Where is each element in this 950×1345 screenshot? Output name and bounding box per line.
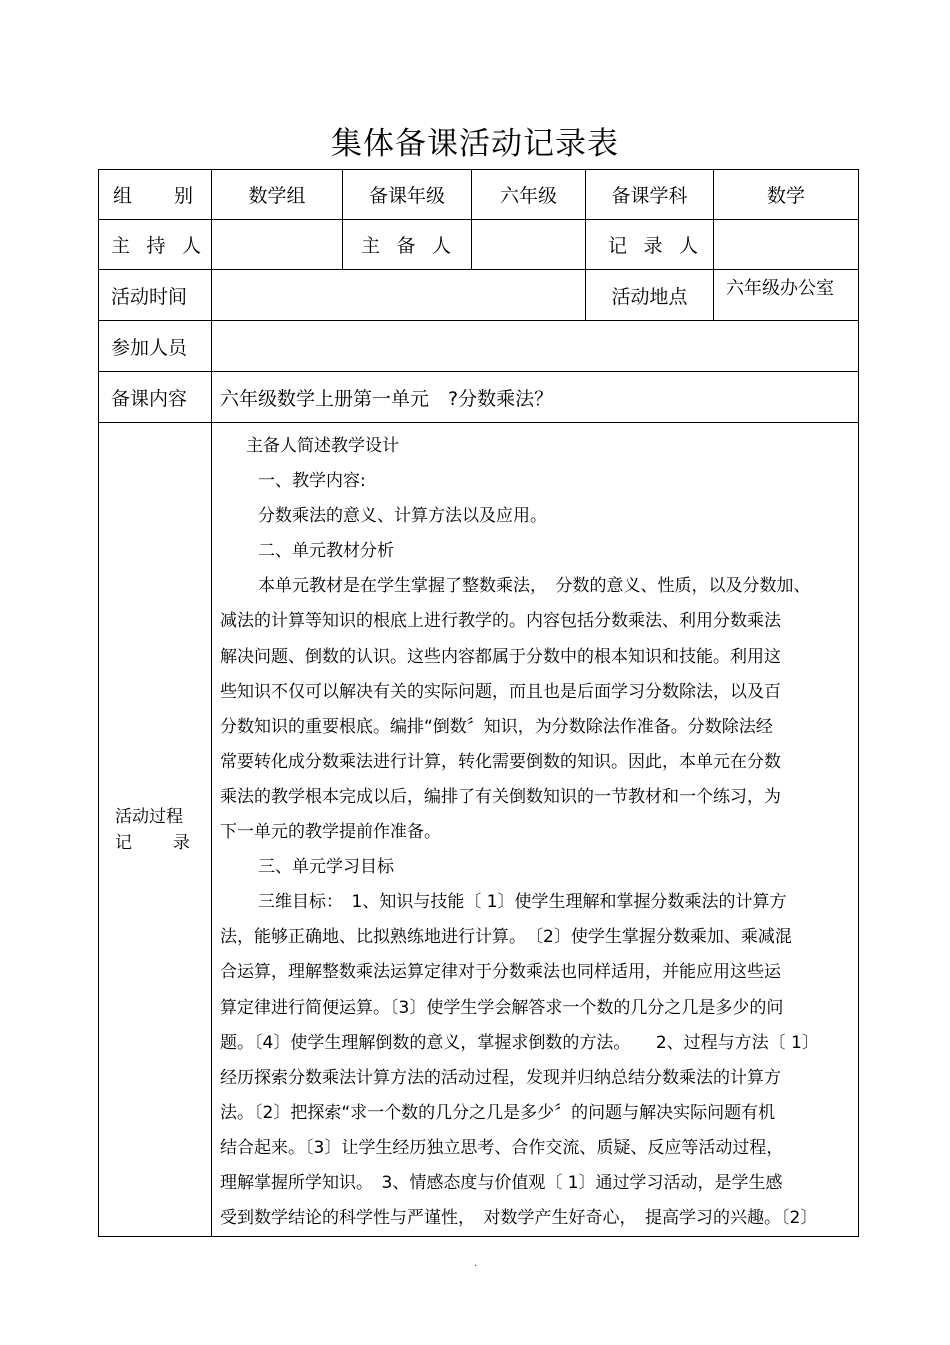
host-label: 主 持 人 [111, 235, 201, 257]
recorder-label-cell [586, 220, 714, 270]
grade-value: 六年级 [472, 170, 586, 220]
table-row-time-place [99, 270, 859, 321]
process-line: 理解掌握所学知识。 3、情感态度与价值观〔 1〕通过学习活动，是学生感 [220, 1172, 783, 1193]
time-label: 活动时间 [99, 270, 212, 321]
participants-value [212, 321, 859, 372]
process-line: 主备人简述教学设计 [246, 436, 399, 456]
host-label-cell [99, 220, 212, 270]
process-line: 乘法的教学根本完成以后，编排了有关倒数知识的一节教材和一个练习，为 [220, 786, 781, 807]
process-label-line1: 活动过程 [115, 806, 183, 827]
lead-label: 主 备 人 [361, 235, 451, 257]
process-line: 本单元教材是在学生掌握了整数乘法， 分数的意义、性质，以及分数加、 [258, 576, 811, 597]
table-row-participants [99, 321, 859, 372]
group-label: 组 别 [113, 185, 193, 207]
grade-label: 备课年级 [343, 170, 472, 220]
page-title: 集体备课活动记录表 [331, 126, 619, 162]
process-label-line2: 记 录 [115, 832, 190, 853]
process-line: 下一单元的教学提前作准备。 [220, 822, 441, 843]
place-value: 六年级办公室 [714, 270, 859, 321]
process-line: 些知识不仅可以解决有关的实际问题，而且也是后面学习分数除法，以及百 [220, 681, 781, 702]
process-line: 合运算，理解整数乘法运算定律对于分数乘法也同样适用，并能应用这些运 [220, 962, 781, 983]
time-value [212, 270, 586, 321]
table-row-content [99, 372, 859, 423]
process-label [99, 423, 212, 1237]
process-line: 题。〔4〕使学生理解倒数的意义，掌握求倒数的方法。 2、过程与方法〔 1〕 [220, 1032, 819, 1053]
process-line: 常要转化成分数乘法进行计算，转化需要倒数的知识。因此，本单元在分数 [220, 751, 781, 772]
table-row-group [99, 170, 859, 220]
process-line: 分数知识的重要根底。编排“倒数〞知识，为分数除法作准备。分数除法经 [220, 716, 773, 737]
process-line: 法，能够正确地、比拟熟练地进行计算。 〔2〕使学生掌握分数乘加、乘减混 [220, 927, 792, 948]
process-line: 三维目标： 1、知识与技能〔 1〕使学生理解和掌握分数乘法的计算方 [258, 892, 787, 913]
process-line: 经历探索分数乘法计算方法的活动过程，发现并归纳总结分数乘法的计算方 [220, 1067, 781, 1088]
process-line: 减法的计算等知识的根底上进行教学的。内容包括分数乘法、利用分数乘法 [220, 611, 781, 632]
content-label: 备课内容 [99, 372, 212, 423]
footer-mark: . [474, 1258, 478, 1269]
group-value: 数学组 [212, 170, 343, 220]
lead-value [472, 220, 586, 270]
content-value: 六年级数学上册第一单元 ?分数乘法？ [212, 372, 859, 423]
process-line: 法。〔2〕把探索“求一个数的几分之几是多少〞的问题与解决实际问题有机 [220, 1102, 776, 1123]
process-line: 二、单元教材分析 [258, 541, 394, 562]
process-line: 受到数学结论的科学性与严谨性， 对数学产生好奇心， 提高学习的兴趣。〔2〕 [220, 1208, 818, 1229]
process-body [212, 423, 859, 1237]
table-row-process [99, 423, 859, 1237]
process-line: 算定律进行简便运算。〔3〕使学生学会解答求一个数的几分之几是多少的问 [220, 997, 784, 1018]
subject-label: 备课学科 [586, 170, 714, 220]
process-line: 分数乘法的意义、计算方法以及应用。 [258, 506, 547, 527]
recorder-label: 记 录 人 [608, 235, 698, 257]
lead-label-cell [343, 220, 472, 270]
group-label-cell [99, 170, 212, 220]
record-table [98, 169, 859, 1237]
participants-label: 参加人员 [99, 321, 212, 372]
process-line: 解决问题、倒数的认识。这些内容都属于分数中的根本知识和技能。利用这 [220, 646, 781, 667]
process-line: 结合起来。〔3〕让学生经历独立思考、合作交流、质疑、反应等活动过程， [220, 1137, 784, 1158]
table-row-people [99, 220, 859, 270]
process-line: 三、单元学习目标 [258, 857, 394, 878]
subject-value: 数学 [714, 170, 859, 220]
recorder-value [714, 220, 859, 270]
place-label: 活动地点 [586, 270, 714, 321]
process-line: 一、教学内容: [258, 471, 366, 492]
host-value [212, 220, 343, 270]
